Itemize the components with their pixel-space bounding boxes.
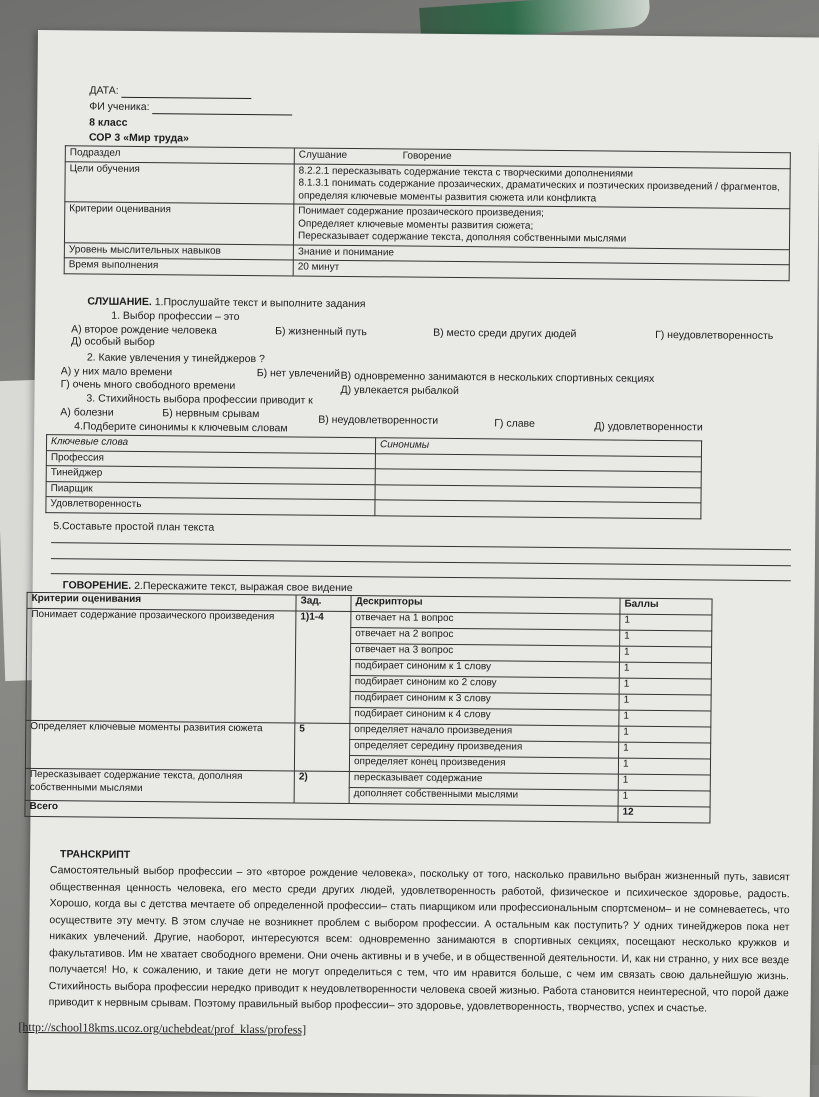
subsection-listening: Слушание bbox=[298, 149, 348, 161]
points: 1 bbox=[619, 710, 711, 727]
q1-option-a[interactable]: А) второе рождение человека bbox=[71, 323, 217, 337]
criteria-row bbox=[64, 202, 789, 249]
student-label: ФИ ученика: bbox=[89, 100, 150, 114]
q2-option-c[interactable]: В) одновременно занимаются в нескольких спортивных секциях bbox=[340, 369, 655, 385]
time-value: 20 минут bbox=[293, 260, 789, 280]
points: 1 bbox=[619, 742, 711, 759]
q2-option-a[interactable]: А) у них мало времени bbox=[60, 365, 173, 379]
points: 1 bbox=[620, 614, 712, 631]
points: 1 bbox=[618, 774, 710, 791]
criterion-3: Пересказывает содержание текста, дополняя собственными мыслями bbox=[25, 768, 294, 803]
descriptor: определяет начало произведения bbox=[350, 724, 619, 743]
listening-heading: СЛУШАНИЕ. bbox=[87, 295, 152, 309]
col-task: Зад. bbox=[296, 595, 351, 612]
synonyms-table bbox=[45, 434, 702, 519]
keyword-cell: Удовлетворенность bbox=[46, 497, 375, 516]
question-1: 1. Выбор профессии – это bbox=[111, 309, 240, 323]
synonyms-header-keywords: Ключевые слова bbox=[46, 435, 375, 454]
descriptor: подбирает синоним к 3 слову bbox=[350, 692, 619, 711]
points: 1 bbox=[619, 662, 711, 679]
q2-option-e[interactable]: Д) увлекается рыбалкой bbox=[340, 383, 459, 398]
synonym-answer-cell[interactable] bbox=[375, 500, 701, 519]
criteria-value bbox=[293, 204, 789, 249]
points: 1 bbox=[619, 726, 711, 743]
goals-label: Цели обучения bbox=[65, 161, 294, 204]
criteria-item: Пересказывает содержание текста, дополняя собственными мыслями bbox=[297, 230, 627, 245]
info-table bbox=[64, 145, 791, 280]
descriptor: определяет середину произведения bbox=[350, 740, 619, 759]
total-label: Всего bbox=[25, 800, 618, 822]
q3-option-d[interactable]: Г) славе bbox=[494, 417, 535, 430]
task-1: 1)1-4 bbox=[295, 611, 351, 724]
keyword-cell: Профессия bbox=[46, 450, 375, 469]
descriptor: подбирает синоним ко 2 слову bbox=[350, 676, 619, 695]
total-points: 12 bbox=[618, 806, 710, 823]
points: 1 bbox=[619, 694, 711, 711]
goals-value bbox=[294, 163, 790, 208]
descriptor: отвечает на 3 вопрос bbox=[350, 644, 619, 663]
document-title: СОР 3 «Мир труда» bbox=[88, 131, 189, 145]
q1-option-b[interactable]: Б) жизненный путь bbox=[275, 325, 367, 339]
thinking-label: Уровень мыслительных навыков bbox=[64, 242, 293, 260]
question-4: 4.Подберите синонимы к ключевым словам bbox=[74, 420, 288, 435]
grade: 8 класс bbox=[89, 116, 128, 129]
col-descriptors: Дескрипторы bbox=[351, 596, 620, 615]
keyword-cell: Тинейджер bbox=[46, 466, 375, 485]
source-link[interactable]: [http://school18kms.ucoz.org/uchebdeat/prof_klass/profess] bbox=[18, 1019, 307, 1037]
q1-option-e[interactable]: Д) особый выбор bbox=[70, 335, 155, 349]
q2-option-d[interactable]: Г) очень много свободного времени bbox=[60, 378, 236, 392]
col-points: Баллы bbox=[620, 598, 712, 615]
assessment-table bbox=[24, 592, 712, 824]
criteria-item: Понимает содержание прозаического произведения; bbox=[298, 205, 545, 219]
criteria-item: Определяет ключевые моменты развития сюжета; bbox=[298, 218, 534, 232]
descriptor: подбирает синоним к 1 слову bbox=[350, 660, 619, 679]
date-row bbox=[89, 84, 251, 99]
task-3: 2) bbox=[294, 771, 349, 804]
goals-row bbox=[65, 161, 790, 208]
student-name-field[interactable] bbox=[152, 113, 292, 115]
points: 1 bbox=[618, 790, 710, 807]
thinking-value: Знание и понимание bbox=[293, 244, 789, 264]
q1-option-d[interactable]: Г) неудовлетворенность bbox=[655, 328, 774, 343]
criterion-2: Определяет ключевые моменты развития сюжета bbox=[25, 720, 294, 771]
goal-item: 8.2.2.1 пересказывать содержание текста с творческими дополнениями bbox=[298, 165, 634, 180]
q3-option-c[interactable]: В) неудовлетворенности bbox=[318, 413, 439, 427]
subsection-speaking: Говорение bbox=[402, 150, 452, 162]
descriptor: дополняет собственными мыслями bbox=[349, 788, 618, 807]
synonyms-header-synonyms: Синонимы bbox=[375, 438, 701, 457]
plan-answer-line[interactable] bbox=[51, 542, 791, 550]
transcript-heading: ТРАНСКРИПТ bbox=[60, 848, 131, 861]
q3-option-a[interactable]: А) болезни bbox=[60, 406, 114, 419]
task-2: 5 bbox=[294, 723, 349, 772]
q3-option-e[interactable]: Д) удовлетворенности bbox=[594, 420, 703, 434]
goal-item: 8.1.3.1 понимать содержание прозаических, драматических и поэтических произведений / фрагментов, определяя ключевые моменты развития сюжета или конфликта bbox=[298, 177, 780, 204]
q2-option-b[interactable]: Б) нет увлечений bbox=[256, 367, 341, 380]
date-field[interactable] bbox=[122, 97, 252, 99]
descriptor: отвечает на 1 вопрос bbox=[351, 612, 620, 631]
descriptor: подбирает синоним к 4 слову bbox=[350, 708, 619, 727]
col-criteria: Критерии оценивания bbox=[27, 592, 296, 611]
time-label: Время выполнения bbox=[64, 258, 293, 276]
speaking-instruction: 2.Перескажите текст, выражая свое видение bbox=[134, 579, 353, 595]
q3-option-b[interactable]: Б) нервным срывам bbox=[162, 407, 260, 421]
points: 1 bbox=[619, 646, 711, 663]
transcript-text: Самостоятельный выбор профессии – это «второе рождение человека», поскольку от того, насколько правильно выбран жизненный путь, зависят общественная ценность человека, его место среди других людей, удовлетворенность работой, физическое и психическое здоровье, радость. Хорошо, когда вы с детства мечтаете об определенной профессии– стать пиарщиком или профессиональным спортсменом– и не сомневаетесь, что осуществите эту мечту. В этом случае не возникнет проблем с выбором профессии. А остальным как поступить? У одних тинейджеров пока нет никаких увлечений. Другие, наоборот, интересуются всем: одновременно занимаются в спортивных секциях, посещают несколько кружков и факультативов. Им не хватает свободного времени. Они очень активны и в учебе, и в общественной деятельности. И, как ни странно, у них все везде получается! Но, к сожалению, и такие дети не могут определиться с тем, что им нравится больше, с чем им связать свою дальнейшую жизнь. Стихийность выбора профессии нередко приводит к неудовлетворенности человека своей жизнью. Работа становится неинтересной, что порой даже приводит к нервным срывам. Поэтому правильный выбор профессии– это здоровье, удовлетворенность, творчество, успех и счастье. bbox=[48, 864, 790, 1015]
student-row bbox=[89, 100, 292, 115]
keyword-cell: Пиарщик bbox=[46, 481, 375, 500]
question-5: 5.Составьте простой план текста bbox=[53, 520, 215, 534]
criterion-1: Понимает содержание прозаического произведения bbox=[26, 608, 296, 723]
listening-instruction: 1.Прослушайте текст и выполните задания bbox=[154, 296, 366, 311]
criteria-label: Критерии оценивания bbox=[64, 202, 293, 245]
points: 1 bbox=[619, 678, 711, 695]
speaking-heading: ГОВОРЕНИЕ. bbox=[62, 579, 132, 592]
question-3: 3. Стихийность выбора профессии приводит к bbox=[86, 392, 313, 407]
q1-option-c[interactable]: В) место среди других дюдей bbox=[433, 326, 577, 341]
worksheet-page bbox=[18, 30, 819, 1097]
descriptor: определяет конец произведения bbox=[349, 756, 618, 775]
date-label: ДАТА: bbox=[89, 84, 119, 97]
descriptor: пересказывает содержание bbox=[349, 772, 618, 791]
points: 1 bbox=[618, 758, 710, 775]
plan-answer-line[interactable] bbox=[51, 558, 791, 566]
descriptor: отвечает на 2 вопрос bbox=[351, 628, 620, 647]
question-2: 2. Какие увлечения у тинейджеров ? bbox=[86, 351, 265, 366]
points: 1 bbox=[620, 630, 712, 647]
subsection-label: Подраздел bbox=[65, 146, 294, 164]
